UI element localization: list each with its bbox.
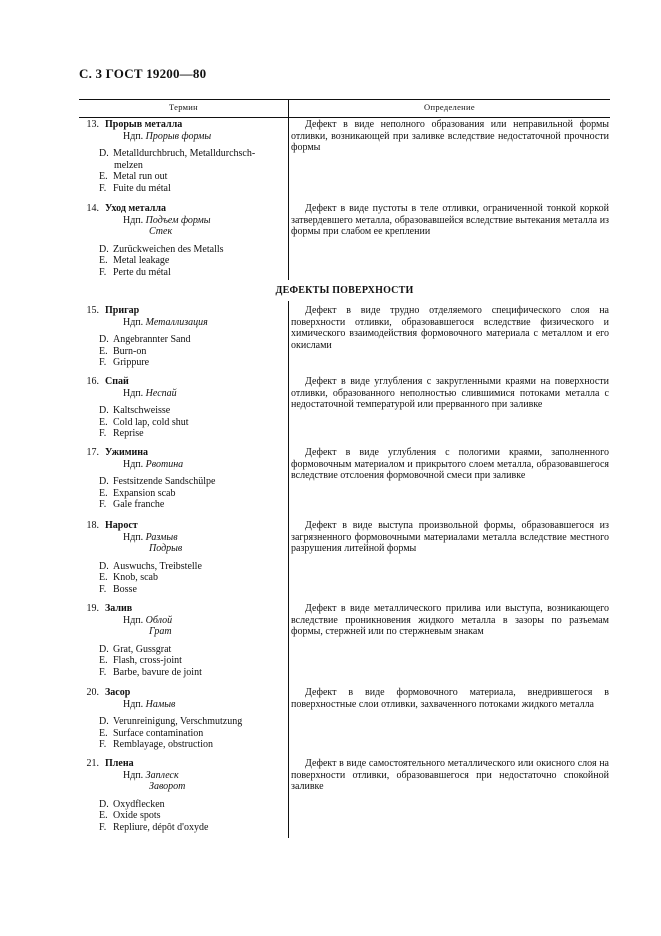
term-en: Flash, cross-joint [113, 655, 182, 667]
ndp-term: Облой [145, 614, 173, 626]
term-entry-21: 21. Плена Ндп. Заплеск Заворот D. Oxydflecken E. Oxide spots F. Repliure, dépôt d'oxyde [86, 758, 209, 833]
term-fr: Gale franche [113, 499, 165, 511]
ndp-term: Заплеск [145, 769, 179, 781]
term-fr: Barbe, bavure de joint [113, 666, 202, 678]
definition-16: Дефект в виде углубления с закругленными краями на поверхности отливки, образованного неполностью слившимися потоками металла с недостаточной температурой или прерванного при заливке [291, 376, 609, 411]
term-entry-17: 17. Ужимина Ндп. Рвотина D. Festsitzende Sandschülpe E. Expansion scab F. Gale franche [86, 447, 216, 511]
term-de: Angebrannter Sand [113, 334, 191, 346]
term-en: Metal run out [113, 171, 168, 183]
ndp-term: Стек [149, 226, 173, 238]
term-fr: Grippure [113, 357, 150, 369]
term-name: Плена [105, 758, 134, 769]
term-fr: Bosse [113, 583, 137, 595]
term-en: Knob, scab [113, 572, 158, 584]
term-de: Zurückweichen des Metalls [113, 243, 224, 255]
column-divider [288, 116, 289, 280]
term-entry-14: 14. Уход металла Ндп. Подъем формы Стек D. Zurückweichen des Metalls E. Metal leakage F. Perte du métal [86, 203, 224, 278]
ndp-term: Намыв [145, 698, 176, 710]
term-de: Grat, Gussgrat [113, 643, 172, 655]
ndp-term: Подрыв [149, 543, 183, 555]
term-en: Surface contamination [113, 727, 204, 739]
ndp-term: Неспай [145, 387, 177, 399]
term-entry-13: 13. Прорыв металла Ндп. Прорыв формы D. Metalldurchbruch, Metalldurchsch- melzen E. Metal run out F. Fuite du métal [79, 119, 283, 195]
term-name: Уход металла [105, 203, 167, 214]
term-fr: Repliure, dépôt d'oxyde [113, 821, 209, 833]
term-entry-18: 18. Нарост Ндп. Размыв Подрыв D. Auswuchs, Treibstelle E. Knob, scab F. Bosse [86, 520, 202, 595]
term-en: Oxide spots [113, 810, 161, 822]
term-entry-19: 19. Залив Ндп. Облой Грат D. Grat, Gussgrat E. Flash, cross-joint F. Barbe, bavure de joint [86, 603, 202, 678]
definition-19: Дефект в виде металлического прилива или выступа, возникающего вследствие проникновения жидкого металла в зазоры по разъемам формы, стержней или по стержневым знакам [291, 603, 609, 638]
term-name: Ужимина [105, 447, 149, 458]
ndp-label: Ндп. [123, 130, 144, 142]
definition-17: Дефект в виде углубления с пологими краями, заполненного формовочным материалом и прикрытого слоем металла, образовавшегося вследствие отслоения формовочной смеси при заливке [291, 447, 609, 482]
term-en: Cold lap, cold shut [113, 416, 189, 428]
term-fr: Remblayage, obstruction [113, 739, 213, 751]
table-header [79, 99, 610, 118]
term-fr: Reprise [113, 428, 144, 440]
term-name: Нарост [105, 520, 138, 531]
definition-18: Дефект в виде выступа произвольной формы, образовавшегося из загрязненного формовочными материалами металла вследствие местного разрушения литейной формы [291, 520, 609, 555]
term-en: Burn-on [113, 345, 147, 357]
term-en: Metal leakage [113, 255, 170, 267]
definition-21: Дефект в виде самостоятельного металлического или окисного слоя на поверхности отливки, образовавшегося при недостаточно спокойной заливке [291, 758, 609, 793]
term-name: Пригар [105, 305, 140, 316]
ndp-term: Заворот [149, 781, 186, 793]
column-header-definition: Определение [424, 102, 475, 112]
definition-20: Дефект в виде формовочного материала, внедрившегося в поверхностные слои отливки, захваченного потоками жидкого металла [291, 687, 609, 710]
term-de: Festsitzende Sandschülpe [113, 476, 216, 488]
term-de: Verunreinigung, Verschmutzung [113, 716, 243, 728]
term-fr: Perte du métal [113, 266, 171, 278]
column-divider [288, 301, 289, 838]
term-name: Засор [105, 687, 131, 698]
section-title: ДЕФЕКТЫ ПОВЕРХНОСТИ [275, 285, 414, 296]
ndp-term: Подъем формы [145, 214, 211, 226]
term-name: Прорыв металла [105, 119, 183, 130]
ndp-term: Металлизация [145, 316, 208, 328]
term-de: Auswuchs, Treibstelle [113, 560, 202, 572]
page-header: С. 3 ГОСТ 19200—80 [79, 66, 207, 81]
column-header-term: Термин [168, 102, 199, 112]
term-number: 13. [86, 119, 99, 130]
definition-14: Дефект в виде пустоты в теле отливки, ограниченной тонкой коркой затвердевшего металла, образовавшейся вследствие вытекания металла из формы при слабом ее креплении [291, 203, 609, 238]
terms-table [79, 99, 610, 118]
ndp-term: Рвотина [145, 458, 184, 470]
term-entry-20: 20. Засор Ндп. Намыв D. Verunreinigung, Verschmutzung E. Surface contamination F. Remblayage, obstruction [86, 687, 243, 751]
term-name: Спай [105, 376, 129, 387]
term-fr: Fuite du métal [113, 182, 171, 194]
term-de: Metalldurchbruch, Metalldurchsch- [113, 148, 256, 160]
definition-13: Дефект в виде неполного образования или неправильной формы отливки, возникающей при заливке вследствие недостаточной прочности формы [291, 119, 609, 154]
term-en: Expansion scab [113, 487, 176, 499]
ndp-term: Размыв [145, 531, 178, 543]
term-de: Oxydflecken [113, 798, 165, 810]
term-entry-15: 15. Пригар Ндп. Металлизация D. Angebrannter Sand E. Burn-on F. Grippure [86, 305, 208, 369]
term-de: Kaltschweisse [113, 405, 171, 417]
definition-15: Дефект в виде трудно отделяемого специфического слоя на поверхности отливки, образовавшегося вследствие физического и химического взаимодействия формовочного материала с металлом и его окислами [291, 305, 609, 351]
ndp-term: Грат [149, 626, 172, 638]
term-entry-16: 16. Спай Ндп. Неспай D. Kaltschweisse E. Cold lap, cold shut F. Reprise [86, 376, 189, 440]
ndp-term: Прорыв формы [145, 130, 212, 142]
term-de-cont: melzen [114, 159, 143, 171]
term-name: Залив [105, 603, 133, 614]
